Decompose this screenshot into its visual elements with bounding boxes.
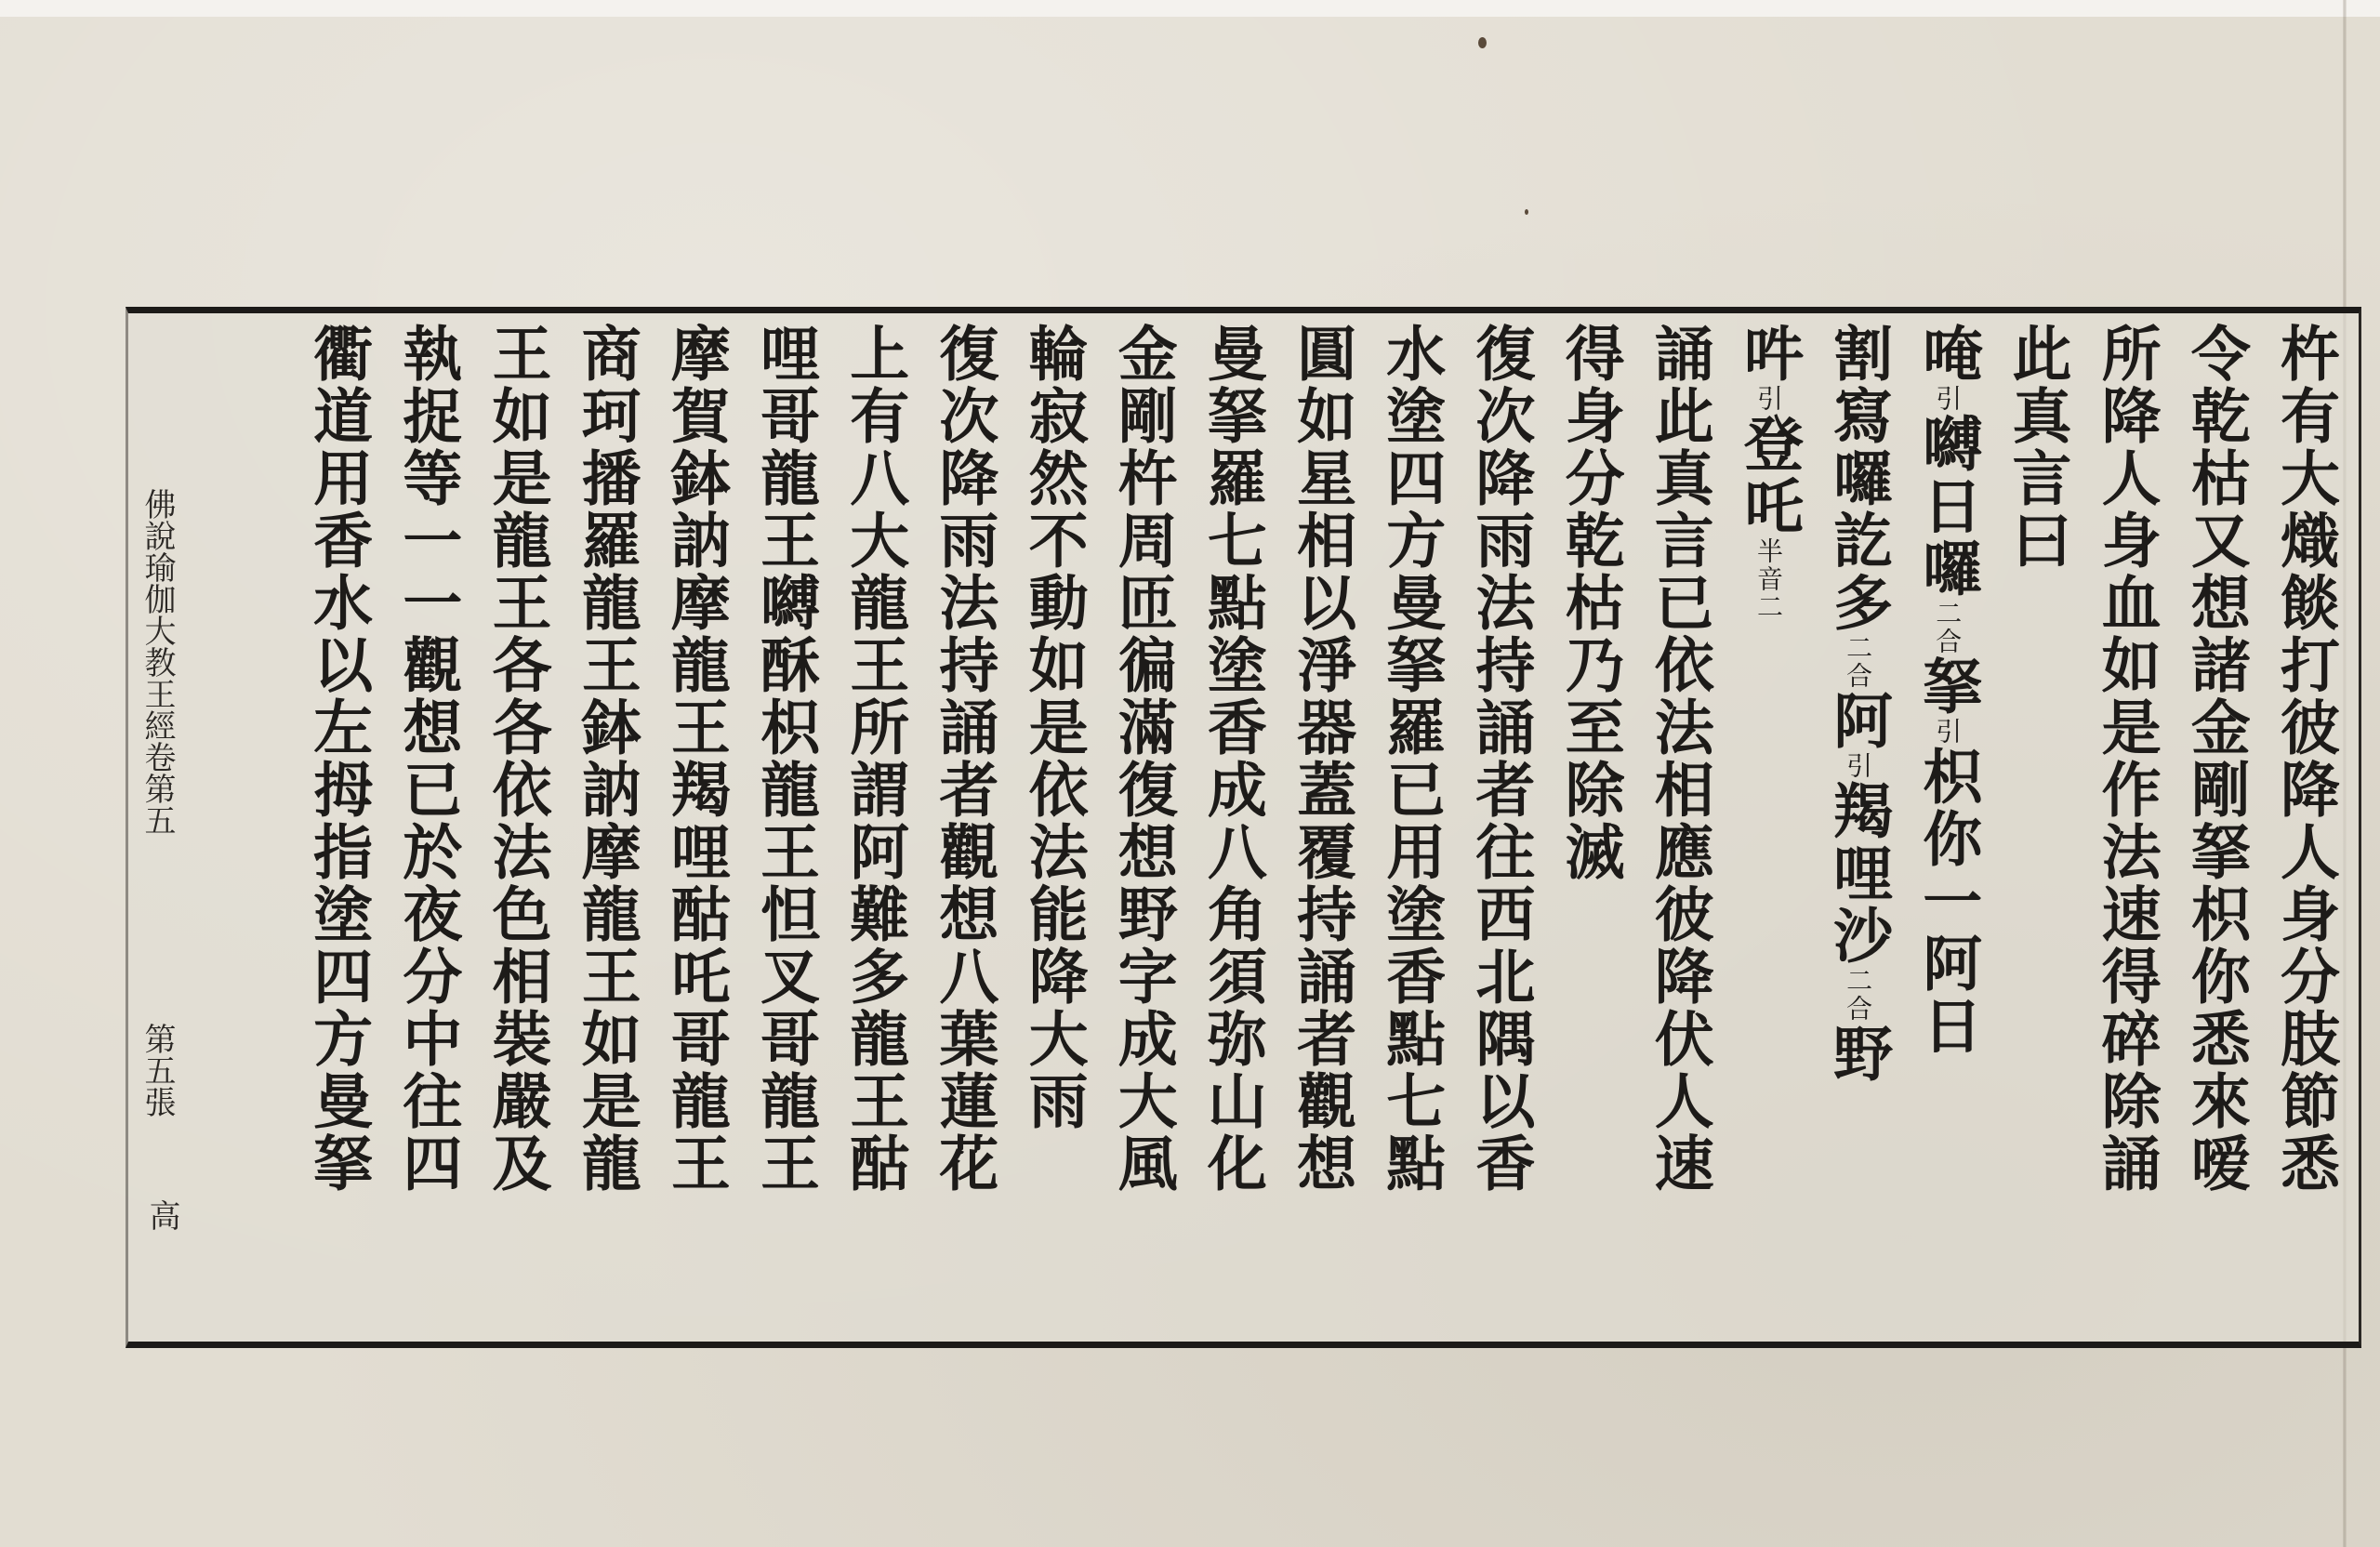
- column-text: 枳你一阿日: [1912, 746, 1983, 1057]
- column-text: 摩賀鉢訥摩龍王羯哩酤吒哥龍王: [660, 323, 731, 1195]
- column-text: 令乾枯又想諸金剛拏枳你悉來嗳: [2180, 323, 2251, 1195]
- column-annotation: 二合: [1932, 600, 1964, 655]
- column-annotation: 引: [1752, 385, 1784, 413]
- text-column: [2180, 323, 2251, 1195]
- column-text: 復次降雨法持誦者往西北隅以香: [1465, 323, 1536, 1195]
- column-text: 唵: [1912, 323, 1983, 385]
- text-column: [1197, 323, 1267, 1195]
- text-column: [571, 323, 641, 1195]
- text-column: [928, 323, 998, 1195]
- column-annotation: 引: [1932, 385, 1964, 413]
- column-text: 復次降雨法持誦者觀想八葉蓮花: [929, 323, 999, 1195]
- margin-code: 高: [143, 1199, 180, 1231]
- column-annotation: 二合: [1843, 634, 1874, 690]
- text-column: [1644, 323, 1714, 1195]
- text-column: [1018, 323, 1089, 1132]
- column-text: 野: [1823, 1023, 1894, 1085]
- margin-page-number: 第五張: [139, 1023, 176, 1117]
- text-column: [749, 323, 820, 1195]
- column-text: 所降人身血如是作法速得碎除誦: [2091, 323, 2162, 1195]
- column-text: 嚩日囉: [1912, 413, 1983, 600]
- text-column: [2001, 323, 2071, 572]
- text-column: [2269, 323, 2340, 1195]
- text-column: [660, 323, 731, 1195]
- column-text: 阿: [1823, 690, 1894, 752]
- column-text: 水塗四方曼拏羅已用塗香點七點: [1376, 323, 1447, 1195]
- text-column: [1464, 323, 1535, 1195]
- column-annotation: 引: [1843, 752, 1874, 780]
- text-column: [1107, 323, 1178, 1195]
- column-text: 金剛杵周匝徧滿復想野字成大風: [1107, 323, 1178, 1195]
- column-text: 上有八大龍王所謂阿難多龍王酤: [840, 323, 910, 1195]
- column-text: 輪寂然不動如是依法能降大雨: [1018, 323, 1089, 1132]
- column-text: 衢道用香水以左拇指塗四方曼拏: [303, 323, 374, 1195]
- column-text: 圓如星相以淨器蓋覆持誦者觀想: [1287, 323, 1357, 1195]
- column-text: 哩哥龍王嚩酥枳龍王怛叉哥龍王: [750, 323, 821, 1195]
- text-column: [391, 323, 462, 1195]
- text-column: [1375, 323, 1446, 1195]
- text-column: [1554, 323, 1625, 883]
- text-column: [1733, 323, 1804, 621]
- print-block: [126, 307, 2361, 1348]
- column-text: 登吒: [1733, 413, 1804, 537]
- text-column: [482, 323, 552, 1195]
- text-column: [1822, 323, 1893, 1085]
- column-annotation: 二合: [1843, 967, 1874, 1023]
- column-text: 得身分乾枯乃至除滅: [1554, 323, 1625, 883]
- text-column: [2091, 323, 2162, 1195]
- column-text: 割寫囉訖多: [1823, 323, 1894, 634]
- column-text: 此真言曰: [2002, 323, 2072, 572]
- text-column: [839, 323, 909, 1195]
- column-text: 羯哩沙: [1823, 780, 1894, 967]
- column-text: 吽: [1733, 323, 1804, 385]
- column-annotation: 引: [1932, 718, 1964, 746]
- column-text: 曼拏羅七點塗香成八角須弥山化: [1197, 323, 1267, 1195]
- text-column: [1286, 323, 1356, 1195]
- column-text: 拏: [1912, 655, 1983, 718]
- column-text: 王如是龍王各各依法色相裝嚴及: [482, 323, 552, 1195]
- top-strip: [0, 0, 2380, 17]
- ink-speck: [1478, 37, 1487, 48]
- text-column: [1911, 323, 1982, 1057]
- ink-speck: [1525, 209, 1528, 215]
- column-text: 商珂播羅龍王鉢訥摩龍王如是龍: [571, 323, 641, 1195]
- column-text: 杵有大熾餤打彼降人身分肢節悉: [2270, 323, 2340, 1195]
- column-annotation: 半音二: [1752, 537, 1784, 621]
- margin-title: 佛說瑜伽大教王經卷第五: [139, 488, 176, 836]
- column-text: 誦此真言已依法相應彼降伏人速: [1644, 323, 1714, 1195]
- column-text: 執捉等一一觀想已於夜分中往四: [392, 323, 463, 1195]
- text-column: [302, 323, 373, 1195]
